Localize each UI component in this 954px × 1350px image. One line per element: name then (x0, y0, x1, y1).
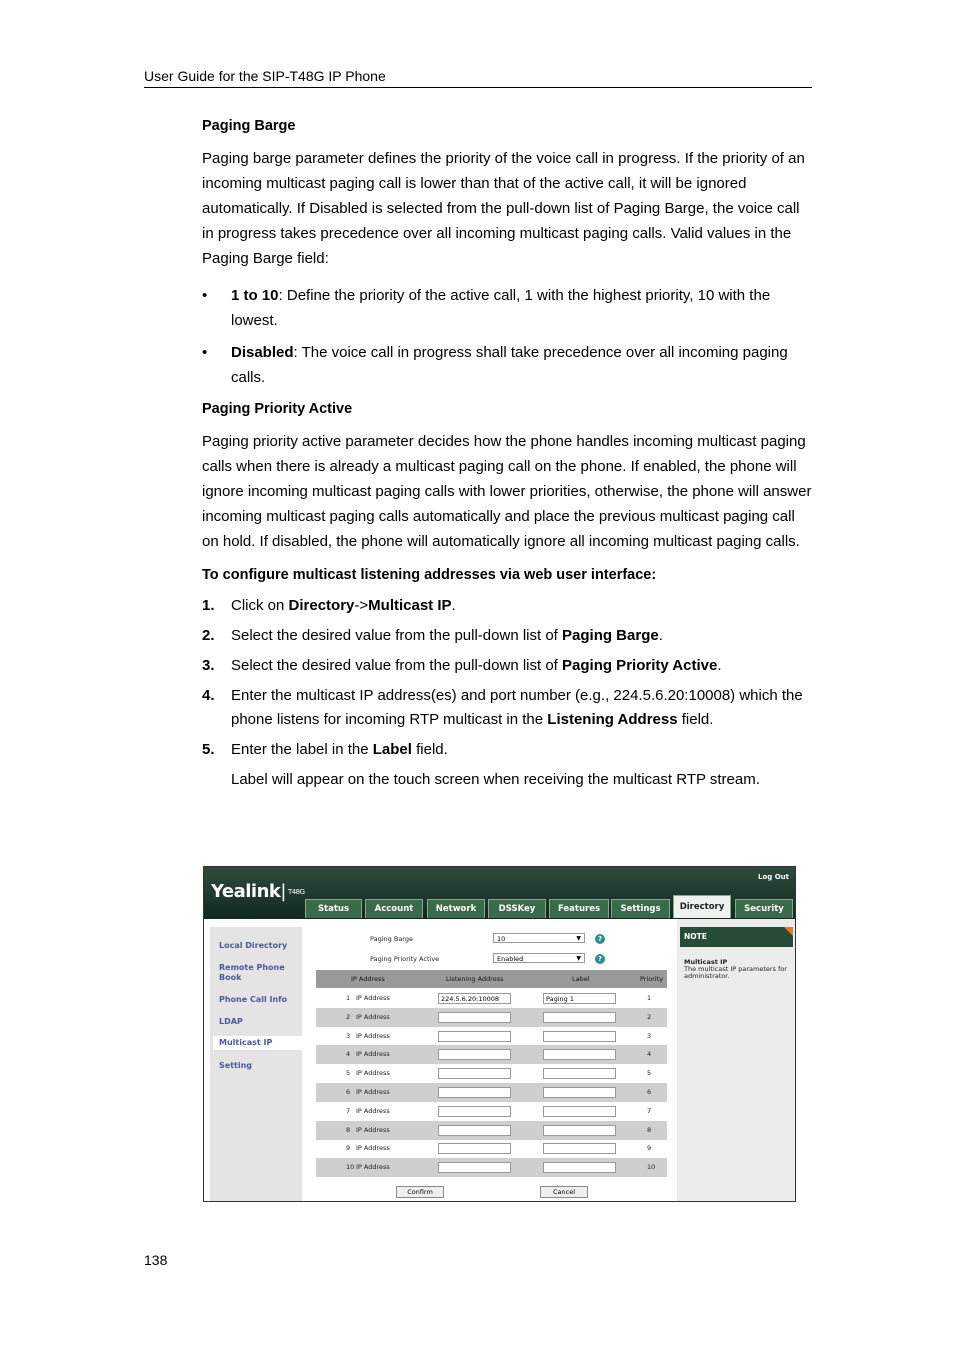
tab-settings[interactable]: Settings (611, 899, 670, 918)
row-name: IP Address (356, 1125, 390, 1134)
table-row (316, 1008, 667, 1027)
row-index: 6 (346, 1088, 351, 1096)
cancel-button[interactable]: Cancel (540, 1186, 588, 1198)
row-index: 1 (346, 994, 351, 1002)
document-body (202, 118, 814, 792)
chevron-down-icon: ▼ (576, 935, 581, 942)
col-priority: Priority (640, 975, 664, 983)
label-input[interactable] (543, 1049, 616, 1060)
list-item: 4. Enter the multicast IP address(es) and port number (e.g., 224.5.6.20:10008) which the phone listens for incoming RTP multicast in the Listening Address field. (202, 687, 803, 728)
col-listening-address: Listening Address (446, 975, 504, 983)
label-input[interactable] (543, 1106, 616, 1117)
table-row (316, 1064, 667, 1083)
tab-status[interactable]: Status (305, 899, 362, 918)
paragraph: Paging priority active parameter decides how the phone handles incoming multicast paging calls when there is already a multicast paging call on the phone. If enabled, the phone will ignore incoming multicast paging calls with lower priorities, otherwise, the phone will answer incoming multicast paging calls automatically and place the previous multicast paging call on hold. If disabled, the phone will automatically ignore all incoming multicast paging calls. (202, 433, 812, 550)
table-row (316, 1045, 667, 1064)
row-name: IP Address (356, 1031, 390, 1040)
row-priority: 3 (647, 1031, 652, 1040)
page-header: User Guide for the SIP-T48G IP Phone (144, 68, 812, 88)
row-name: IP Address (356, 1050, 390, 1059)
label-input[interactable] (543, 1068, 616, 1079)
row-priority: 10 (647, 1163, 656, 1172)
yealink-logo: Yealink| T48G (211, 881, 305, 902)
row-name: IP Address (356, 1163, 390, 1172)
label-input[interactable] (543, 1012, 616, 1023)
web-ui-screenshot (203, 866, 796, 1202)
row-name: IP Address (356, 994, 390, 1002)
table-row (316, 1102, 667, 1121)
list-item: • 1 to 10: Define the priority of the active call, 1 with the highest priority, 10 with the lowest. (202, 287, 771, 329)
page-number: 138 (144, 1252, 168, 1268)
nav-phone-call-info[interactable]: Phone Call Info (219, 995, 288, 1004)
paging-priority-select[interactable]: Enabled ▼ (493, 953, 585, 963)
paragraph: Paging barge parameter defines the priority of the voice call in progress. If the priority of an incoming multicast paging call is lower than that of the active call, it will be ignored automatically. If Disabled is selected from the pull-down list of Paging Barge, the voice call in progress takes precedence over all incoming multicast paging calls. Valid values in the Paging Barge field: (202, 150, 805, 267)
step-note: Label will appear on the touch screen when receiving the multicast RTP stream. (231, 771, 760, 788)
col-ip-address: IP Address (351, 975, 385, 983)
row-priority: 4 (647, 1050, 652, 1059)
table-row (316, 1027, 667, 1046)
label-input[interactable] (543, 1031, 616, 1042)
nav-multicast-ip[interactable]: Multicast IP (213, 1036, 308, 1050)
row-index: 4 (346, 1050, 351, 1059)
row-name: IP Address (356, 1088, 390, 1096)
label-input[interactable] (543, 1143, 616, 1154)
label-input[interactable]: Paging 1 (543, 993, 616, 1004)
row-index: 9 (346, 1144, 351, 1153)
label-input[interactable] (543, 1162, 616, 1173)
top-bar (204, 867, 795, 919)
row-priority: 8 (647, 1125, 652, 1134)
nav-local-directory[interactable]: Local Directory (219, 941, 288, 950)
listening-address-input[interactable] (438, 1106, 511, 1117)
listening-address-input[interactable] (438, 1012, 511, 1023)
list-item: 2. Select the desired value from the pull-down list of Paging Barge. (202, 627, 663, 644)
tab-security[interactable]: Security (735, 899, 793, 918)
row-index: 5 (346, 1069, 351, 1078)
row-priority: 7 (647, 1106, 652, 1115)
tab-features[interactable]: Features (549, 899, 609, 918)
step-list (202, 594, 814, 792)
label-input[interactable] (543, 1125, 616, 1136)
paging-barge-label: Paging Barge (370, 935, 413, 943)
help-icon[interactable]: ? (595, 954, 605, 964)
logout-link[interactable]: Log Out (758, 873, 789, 881)
note-panel (677, 919, 795, 1201)
row-index: 8 (346, 1125, 351, 1134)
nav-setting[interactable]: Setting (219, 1061, 252, 1070)
listening-address-input[interactable] (438, 1125, 511, 1136)
row-index: 7 (346, 1106, 351, 1115)
chevron-down-icon: ▼ (576, 955, 581, 962)
tab-directory[interactable]: Directory (673, 895, 731, 918)
table-header (316, 970, 667, 988)
col-label: Label (572, 975, 590, 983)
table-row (316, 1139, 667, 1158)
bullet-list (202, 283, 814, 390)
tab-network[interactable]: Network (427, 899, 485, 918)
row-priority: 6 (647, 1088, 652, 1096)
listening-address-input[interactable] (438, 1031, 511, 1042)
row-priority: 1 (647, 994, 652, 1002)
table-row (316, 1083, 667, 1102)
list-item: • Disabled: The voice call in progress shall take precedence over all incoming paging calls. (202, 344, 788, 386)
listening-address-input[interactable] (438, 1087, 511, 1098)
listening-address-input[interactable] (438, 1162, 511, 1173)
note-title: NOTE (680, 927, 793, 947)
list-item: 1. Click on Directory->Multicast IP. (202, 597, 456, 614)
section-heading: Paging Barge (202, 118, 296, 134)
list-item: 5. Enter the label in the Label field. (202, 741, 448, 758)
listening-address-input[interactable]: 224.5.6.20:10008 (438, 993, 511, 1004)
nav-ldap[interactable]: LDAP (219, 1017, 243, 1026)
paging-barge-select[interactable]: 10 ▼ (493, 933, 585, 943)
nav-remote-phone-book[interactable]: Remote Phone Book (219, 963, 285, 982)
row-index: 2 (346, 1012, 351, 1021)
listening-address-input[interactable] (438, 1068, 511, 1079)
table-row (316, 1158, 667, 1177)
corner-marker (784, 927, 793, 936)
listening-address-input[interactable] (438, 1049, 511, 1060)
row-name: IP Address (356, 1106, 390, 1115)
row-name: IP Address (356, 1069, 390, 1078)
tab-dsskey[interactable]: DSSKey (488, 899, 546, 918)
help-icon[interactable]: ? (595, 934, 605, 944)
list-item: 3. Select the desired value from the pull-down list of Paging Priority Active. (202, 657, 722, 674)
table-row (316, 989, 667, 1008)
procedure-heading: To configure multicast listening addresses via web user interface: (202, 567, 657, 583)
row-priority: 9 (647, 1144, 652, 1153)
row-priority: 5 (647, 1069, 652, 1078)
row-name: IP Address (356, 1144, 390, 1153)
row-index: 3 (346, 1031, 351, 1040)
label-input[interactable] (543, 1087, 616, 1098)
row-priority: 2 (647, 1012, 652, 1021)
paging-priority-label: Paging Priority Active (370, 955, 440, 963)
table-row (316, 1121, 667, 1140)
tab-account[interactable]: Account (365, 899, 423, 918)
note-body: Multicast IP The multicast IP parameters for administrator. (684, 958, 787, 980)
listening-address-input[interactable] (438, 1143, 511, 1154)
section-heading: Paging Priority Active (202, 401, 353, 417)
row-index: 10 (346, 1163, 355, 1172)
row-name: IP Address (356, 1012, 390, 1021)
confirm-button[interactable]: Confirm (396, 1186, 444, 1198)
